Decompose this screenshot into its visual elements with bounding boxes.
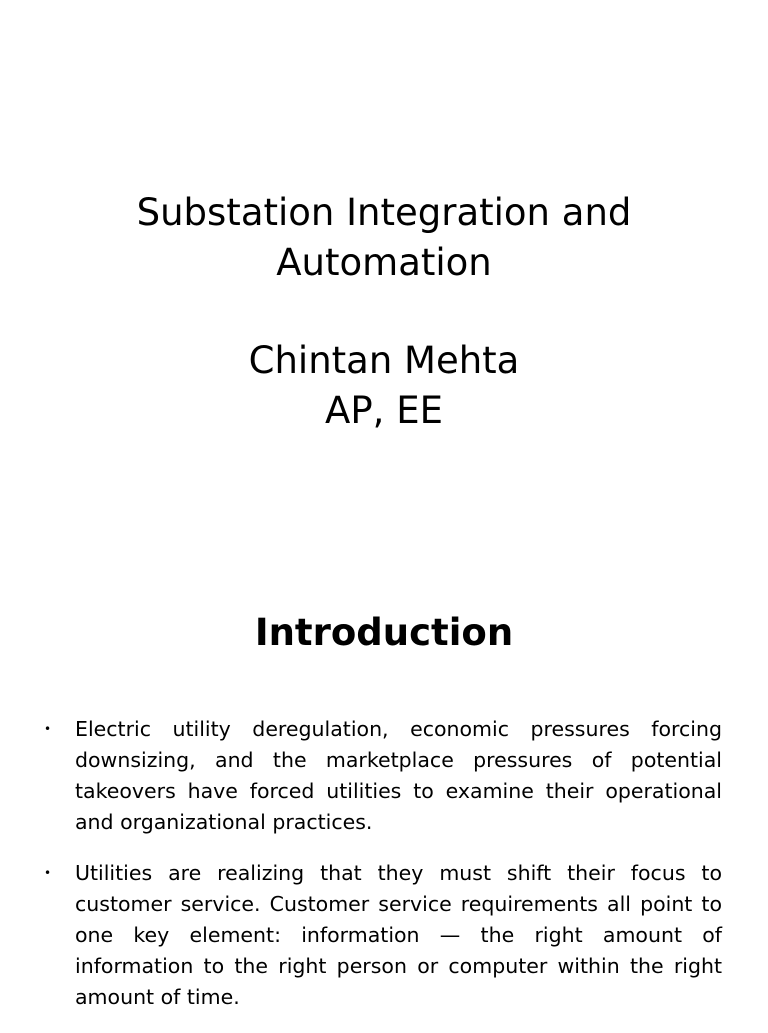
bullet-icon: • bbox=[44, 722, 52, 736]
author-block bbox=[0, 336, 768, 436]
bullet-list bbox=[40, 714, 722, 1033]
bullet-text: Utilities are realizing that they must shift their focus to customer service. Customer service requirements all point to one key element: information — the right amount of information to the right person or computer within the right amount of time. bbox=[75, 861, 722, 1009]
bullet-item bbox=[40, 714, 722, 838]
author-name: Chintan Mehta bbox=[248, 339, 520, 382]
author-role: AP, EE bbox=[325, 389, 443, 432]
slide-title-line-1: Substation Integration and bbox=[136, 191, 632, 234]
slide-title-line-2: Automation bbox=[276, 241, 492, 284]
slide-title bbox=[0, 188, 768, 288]
bullet-icon: • bbox=[44, 866, 52, 880]
section-heading: Introduction bbox=[254, 611, 514, 654]
bullet-item bbox=[40, 858, 722, 1013]
bullet-text: Electric utility deregulation, economic pressures forcing downsizing, and the marketplace pressures of potential takeovers have forced utilities to examine their operational and organizational practices. bbox=[75, 717, 722, 834]
